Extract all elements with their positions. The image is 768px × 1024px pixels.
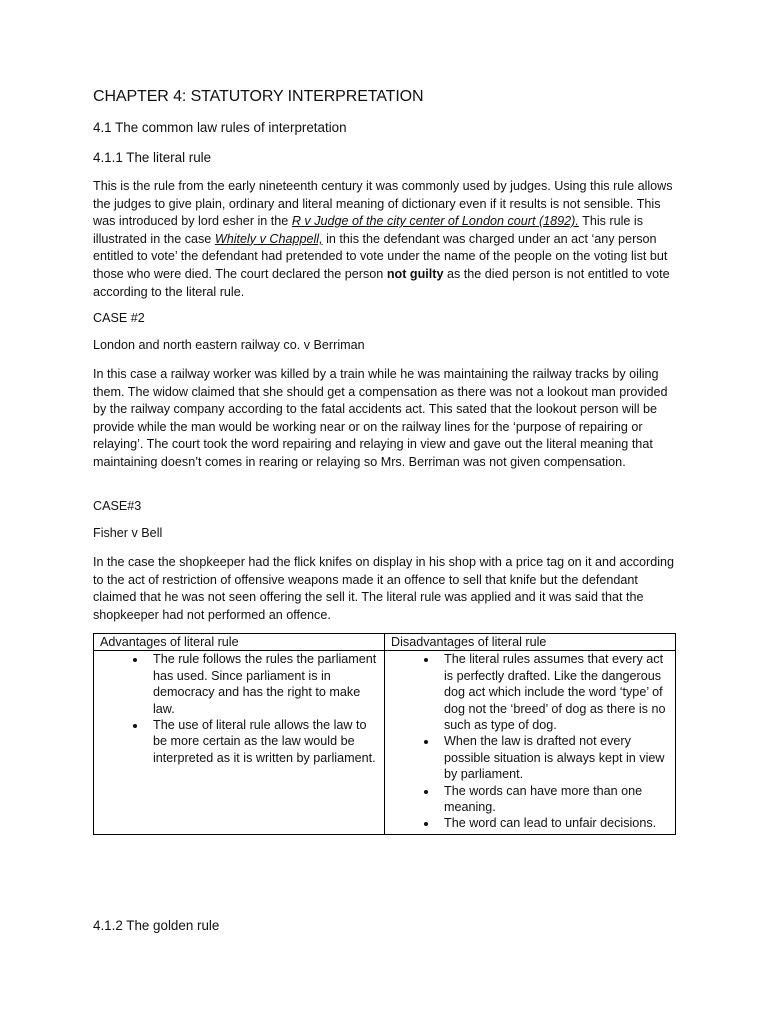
list-item: • The word can lead to unfair decisions. (438, 815, 669, 831)
paragraph-literal-rule (93, 178, 675, 301)
case-citation-whitely-v-chappell: Whitely v Chappell, (214, 231, 323, 246)
case-citation-r-v-judge: R v Judge of the city center of London court (1892). (291, 214, 579, 229)
case-label-3: CASE#3 (93, 499, 142, 513)
paragraph-fisher-v-bell (93, 554, 675, 624)
section-heading-4-1-2: 4.1.2 The golden rule (93, 918, 220, 933)
table-header-row (94, 634, 676, 651)
disadvantages-cell (385, 651, 676, 834)
paragraph-text: in this the defendant was charged under an act ‘any person entitled to vote’ the defendant had pretended to vote under the name of the people on the voting list but those who were died. The court declared the person (93, 231, 668, 281)
advantages-cell (94, 651, 385, 834)
list-item: • The use of literal rule allows the law to be more certain as the law would be interpreted as it is written by parliament. (147, 717, 378, 766)
section-heading-4-1-1: 4.1.1 The literal rule (93, 150, 212, 165)
table-row (94, 651, 676, 834)
list-item: • When the law is drafted not every possible situation is always kept in view by parliament. (438, 733, 669, 782)
section-heading-4-1: 4.1 The common law rules of interpretation (93, 120, 347, 135)
bold-verdict: not guilty (386, 266, 444, 281)
advantages-disadvantages-table (93, 633, 676, 835)
list-item: • The words can have more than one meaning. (438, 783, 669, 816)
paragraph-berriman (93, 366, 675, 472)
disadvantages-list (391, 651, 669, 831)
list-item: • The literal rules assumes that every act is perfectly drafted. Like the dangerous dog act which include the word ‘type’ of dog not the ‘breed’ of dog as there is no such as type of dog. (438, 651, 669, 733)
paragraph-text: In the case the shopkeeper had the flick knifes on display in his shop with a price tag on it and according to the act of restriction of offensive weapons made it an offence to sell that knife but the defendant claimed that he was not seen offering the sell it. The literal rule was applied and it was said that the shopkeeper had not performed an offence. (93, 555, 675, 622)
case-name-berriman: London and north eastern railway co. v Berriman (93, 338, 365, 352)
paragraph-text: This rule is illustrated in the case (93, 214, 644, 246)
case-label-2: CASE #2 (93, 311, 145, 325)
table-header-disadvantages: Disadvantages of literal rule (385, 634, 676, 651)
paragraph-text: as the died person is not entitled to vote according to the literal rule. (93, 266, 670, 299)
advantages-list (100, 651, 378, 766)
case-name-fisher-v-bell: Fisher v Bell (93, 526, 163, 540)
paragraph-text: In this case a railway worker was killed by a train while he was maintaining the railway tracks by oiling them. The widow claimed that she should get a compensation as there was not a lookout man provided by the railway company according to the fatal accidents act. This sated that the lookout person will be provide while the man would be working near or on the railway lines for the ‘purpose of repairing or relaying’. The court took the word repairing and relaying in view and gave out the literal meaning that maintaining doesn’t comes in rearing or relaying so Mrs. Berriman was not given compensation. (93, 367, 668, 469)
list-item: • The rule follows the rules the parliament has used. Since parliament is in democracy and has the right to make law. (147, 651, 378, 717)
chapter-title: CHAPTER 4: STATUTORY INTERPRETATION (93, 88, 424, 105)
table-header-advantages: Advantages of literal rule (94, 634, 385, 651)
paragraph-text: This is the rule from the early nineteenth century it was commonly used by judges. Using this rule allows the judges to give plain, ordinary and literal meaning of dictionary even if it results is not sensible. This was introduced by lord esher in the (93, 179, 673, 229)
